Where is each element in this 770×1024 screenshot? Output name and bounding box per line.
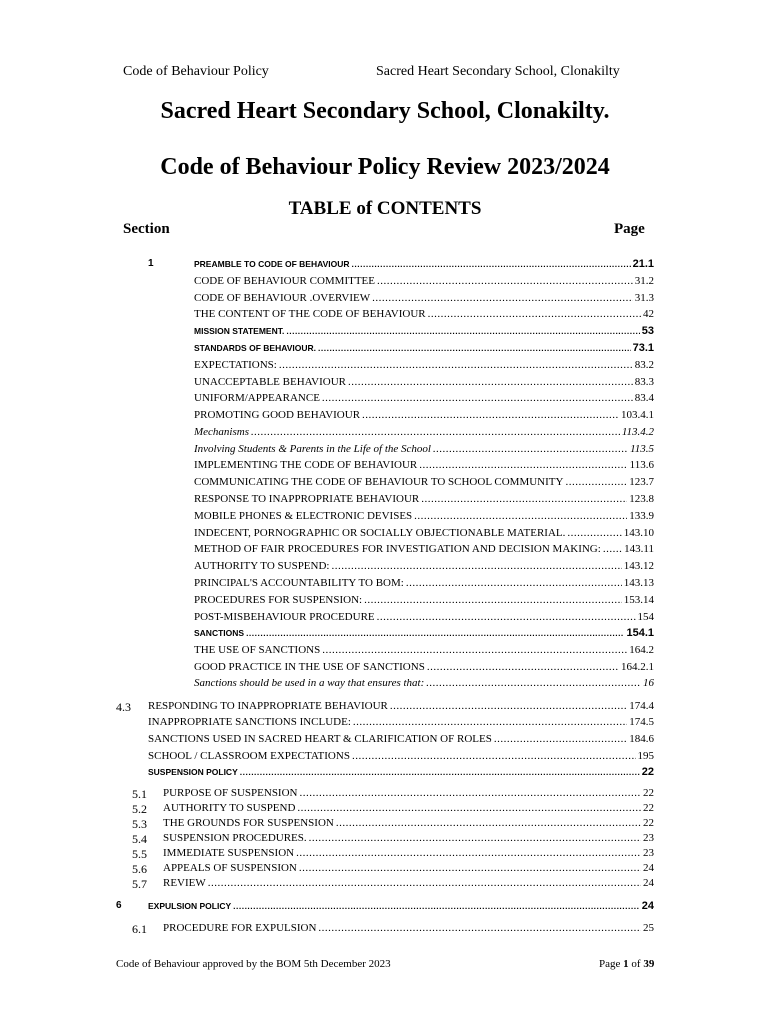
toc-entry[interactable]: CODE OF BEHAVIOUR COMMITTEE ..... 31.2	[194, 275, 654, 291]
header-left: Code of Behaviour Policy	[123, 64, 269, 79]
section-number: 5.7	[132, 877, 147, 891]
section-number: 5.3	[132, 817, 147, 831]
toc-entry[interactable]: EXPULSION POLICY ..... 24	[148, 900, 654, 916]
toc-entry[interactable]: CODE OF BEHAVIOUR .OVERVIEW ..... 31.3	[194, 292, 654, 308]
toc-entry[interactable]: STANDARDS OF BEHAVIOUR. ..... 73.1	[194, 342, 654, 358]
toc-entry[interactable]: AUTHORITY TO SUSPEND: ..... 143.12	[194, 560, 654, 576]
toc-entry[interactable]: PREAMBLE TO CODE OF BEHAVIOUR ..... 21.1	[194, 258, 654, 274]
footer-page-number: Page 1 of 39	[599, 958, 655, 970]
toc-entry[interactable]: Involving Students & Parents in the Life of the School ..... 113.5	[194, 443, 654, 459]
toc-entry[interactable]: RESPONSE TO INAPPROPRIATE BEHAVIOUR ..... 123.8	[194, 493, 654, 509]
toc-entry[interactable]: SUSPENSION POLICY ..... 22	[148, 766, 654, 782]
section-column-header: Section	[123, 221, 170, 237]
section-number: 4.3	[116, 700, 131, 714]
section-number: 5.6	[132, 862, 147, 876]
toc-entry[interactable]: THE GROUNDS FOR SUSPENSION ..... 22	[163, 817, 654, 833]
toc-entry[interactable]: RESPONDING TO INAPPROPRIATE BEHAVIOUR ..... 174.4	[148, 700, 654, 716]
section-number: 5.5	[132, 847, 147, 861]
toc-entry[interactable]: SUSPENSION PROCEDURES. ..... 23	[163, 832, 654, 848]
section-number: 1	[148, 258, 154, 269]
toc-entry[interactable]: INDECENT, PORNOGRAPHIC OR SOCIALLY OBJECTIONABLE MATERIAL. ..... 143.10	[194, 527, 654, 543]
toc-entry[interactable]: SANCTIONS USED IN SACRED HEART & CLARIFICATION OF ROLES ..... 184.6	[148, 733, 654, 749]
section-number: 6.1	[132, 922, 147, 936]
toc-entry[interactable]: REVIEW ..... 24	[163, 877, 654, 893]
toc-entry[interactable]: THE USE OF SANCTIONS ..... 164.2	[194, 644, 654, 660]
toc-entry[interactable]: PROCEDURE FOR EXPULSION ..... 25	[163, 922, 654, 938]
section-number: 5.1	[132, 787, 147, 801]
toc-entry[interactable]: EXPECTATIONS: ..... 83.2	[194, 359, 654, 375]
header-right: Sacred Heart Secondary School, Clonakilty	[376, 64, 620, 79]
toc-entry[interactable]: COMMUNICATING THE CODE OF BEHAVIOUR TO SCHOOL COMMUNITY ..... 123.7	[194, 476, 654, 492]
document-subtitle: Code of Behaviour Policy Review 2023/2024	[160, 154, 610, 180]
page-column-header: Page	[614, 221, 645, 237]
toc-entry[interactable]: PROMOTING GOOD BEHAVIOUR ..... 103.4.1	[194, 409, 654, 425]
toc-entry[interactable]: PRINCIPAL'S ACCOUNTABILITY TO BOM: ..... 143.13	[194, 577, 654, 593]
toc-entry[interactable]: PURPOSE OF SUSPENSION ..... 22	[163, 787, 654, 803]
toc-entry[interactable]: IMMEDIATE SUSPENSION ..... 23	[163, 847, 654, 863]
toc-entry[interactable]: UNIFORM/APPEARANCE ..... 83.4	[194, 392, 654, 408]
toc-entry[interactable]: MISSION STATEMENT. ..... 53	[194, 325, 654, 341]
toc-entry[interactable]: GOOD PRACTICE IN THE USE OF SANCTIONS ..... 164.2.1	[194, 661, 654, 677]
toc-entry[interactable]: SCHOOL / CLASSROOM EXPECTATIONS ..... 195	[148, 750, 654, 766]
section-number: 5.4	[132, 832, 147, 846]
footer-approval: Code of Behaviour approved by the BOM 5th December 2023	[116, 958, 391, 970]
toc-entry[interactable]: SANCTIONS ..... 154.1	[194, 627, 654, 643]
toc-entry[interactable]: AUTHORITY TO SUSPEND ..... 22	[163, 802, 654, 818]
toc-entry[interactable]: THE CONTENT OF THE CODE OF BEHAVIOUR ..... 42	[194, 308, 654, 324]
toc-entry[interactable]: Mechanisms ..... 113.4.2	[194, 426, 654, 442]
toc-entry[interactable]: INAPPROPRIATE SANCTIONS INCLUDE: ..... 174.5	[148, 716, 654, 732]
toc-title: TABLE of CONTENTS	[288, 198, 482, 219]
toc-entry[interactable]: POST-MISBEHAVIOUR PROCEDURE ..... 154	[194, 611, 654, 627]
toc-entry[interactable]: IMPLEMENTING THE CODE OF BEHAVIOUR ..... 113.6	[194, 459, 654, 475]
toc-entry[interactable]: MOBILE PHONES & ELECTRONIC DEVISES ..... 133.9	[194, 510, 654, 526]
section-number: 5.2	[132, 802, 147, 816]
document-title: Sacred Heart Secondary School, Clonakilty.	[160, 98, 610, 124]
section-number: 6	[116, 900, 122, 911]
toc-entry[interactable]: UNACCEPTABLE BEHAVIOUR ..... 83.3	[194, 376, 654, 392]
toc-entry[interactable]: PROCEDURES FOR SUSPENSION: ..... 153.14	[194, 594, 654, 610]
toc-entry[interactable]: Sanctions should be used in a way that ensures that: ..... 16	[194, 677, 654, 693]
toc-entry[interactable]: METHOD OF FAIR PROCEDURES FOR INVESTIGATION AND DECISION MAKING: ..... 143.11	[194, 543, 654, 559]
toc-entry[interactable]: APPEALS OF SUSPENSION ..... 24	[163, 862, 654, 878]
